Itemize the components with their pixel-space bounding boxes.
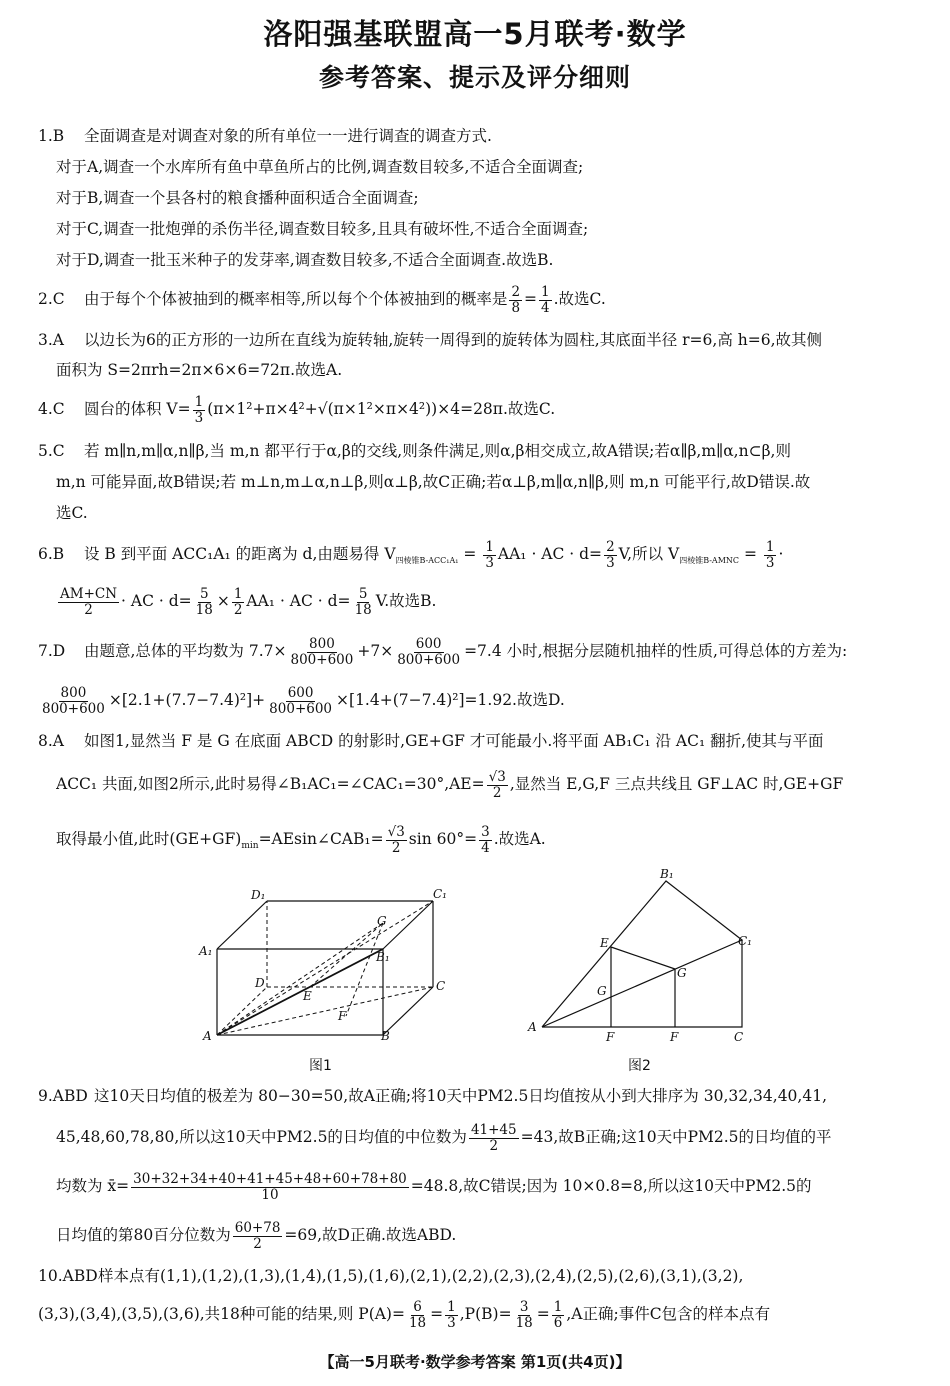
answer-5-line: 选C. <box>56 504 88 522</box>
label-E: E <box>303 989 312 1003</box>
answer-number: 3.A <box>38 331 64 349</box>
page-footer: 【高一5月联考·数学参考答案 第1页(共4页)】 <box>319 1353 631 1371</box>
edge <box>217 901 267 949</box>
label-F1: F <box>606 1030 615 1044</box>
fraction: $\frac{1}{4}$ <box>541 284 550 316</box>
edge <box>383 987 433 1035</box>
page-title: 洛阳强基联盟高一5月联考·数学 <box>263 17 687 51</box>
label-G: G <box>377 914 387 928</box>
answer-number: 2.C <box>38 290 65 308</box>
label-G1: G <box>597 984 607 998</box>
label-A1: A₁ <box>199 944 213 958</box>
answer-2: 2.C 由于每个个体被抽到的概率相等,所以每个个体被抽到的概率是 $\frac{2}{8}$ = $\frac{1}{4}$ .故选C. <box>38 284 606 316</box>
figure-1-caption: 图1 <box>309 1058 332 1074</box>
answer-1-line: 对于B,调查一个县各村的粮食播种面积适合全面调查; <box>56 189 419 207</box>
label-F: F <box>338 1009 347 1023</box>
answer-number: 8.A <box>38 732 64 750</box>
label-D1: D₁ <box>251 888 266 902</box>
page-subtitle: 参考答案、提示及评分细则 <box>318 63 631 92</box>
label-C1: C₁ <box>433 887 447 901</box>
fraction: $\frac{1}{3}$ <box>194 393 204 426</box>
answer-number: 4.C <box>38 400 65 418</box>
figure-1-cuboid <box>195 880 455 1045</box>
answer-9: 9.ABD 这10天日均值的极差为 80−30=50,故A正确;将10天中PM2.5日均值按从小到大排序为 30,32,34,40,41, <box>38 1087 827 1105</box>
answer-8-line: 取得最小值,此时$(GE+GF)_{min}=AEsin\angle CAB_1=$ $\frac{√3}{2}$ sin 60°= $\frac{3}{4}$ .故选A. <box>56 823 546 856</box>
label-C: C <box>436 979 446 993</box>
hidden-diagonal <box>217 901 433 1035</box>
label-E: E <box>600 936 609 950</box>
fraction: $\frac{2}{8}$ <box>511 284 521 316</box>
diagonal <box>217 949 383 1035</box>
figure-2-unfolded <box>520 865 765 1045</box>
answer-1-line: 对于C,调查一批炮弹的杀伤半径,调查数目较多,且具有破坏性,不适合全面调查; <box>56 220 589 238</box>
segment-eg <box>611 947 675 969</box>
label-C1: C₁ <box>738 934 752 948</box>
answer-1 <box>38 126 918 146</box>
answer-10-line: (3,3),(3,4),(3,5),(3,6),共18种可能的结果,则 P(A)= $\frac{6}{18}$ = $\frac{1}{3}$ ,P(B)= $\frac{3}{18}$ = $\frac{1}{6}$ ,A正确;事件C包含的样本点有 <box>38 1298 771 1331</box>
hidden-segment <box>346 923 383 1016</box>
answer-6-line: $\frac{AM+CN}{2}$ · AC · d= $\frac{5}{18}$ × $\frac{1}{2}$ AA₁ · AC · d= $\frac{5}{18}$ V.故选B. <box>60 585 437 618</box>
hidden-diagonal <box>217 987 433 1035</box>
answer-number: 5.C <box>38 442 65 460</box>
answer-number: 10.ABD <box>38 1267 98 1285</box>
triangle-ab1c1 <box>542 881 742 1027</box>
label-B1: B₁ <box>376 950 390 964</box>
answer-text: 由于每个个体被抽到的概率相等,所以每个个体被抽到的概率是 <box>84 290 508 308</box>
answer-1-line: 对于A,调查一个水库所有鱼中草鱼所占的比例,调查数目较多,不适合全面调查; <box>56 158 584 176</box>
label-A: A <box>203 1029 212 1043</box>
answer-5 <box>38 441 918 461</box>
answer-9-line: 45,48,60,78,80,所以这10天中PM2.5的日均值的中位数为 $\frac{41+45}{2}$ =43,故B正确;这10天中PM2.5的日均值的平 <box>56 1121 832 1154</box>
answer-8-line: ACC₁ 共面,如图2所示,此时易得∠B₁AC₁=∠CAC₁=30°,AE= $\frac{√3}{2}$ ,显然当 E,G,F 三点共线且 GF⊥AC 时,GE+GF <box>56 768 844 801</box>
answer-text: 若 m∥n,m∥α,n∥β,当 m,n 都平行于α,β的交线,则条件满足,则α,β相交成立,故A错误;若α∥β,m∥α,n⊂β,则 <box>84 442 791 460</box>
answer-3-line: 面积为 S=2πrh=2π×6×6=72π.故选A. <box>56 361 343 379</box>
hidden-segment <box>217 923 383 1035</box>
label-C: C <box>734 1030 744 1044</box>
answer-9-line: 均数为 x̄= $\frac{30+32+34+40+41+45+48+60+78+80}{10}$ =48.8,故C错误;因为 10×0.8=8,所以这10天中PM2.5的 <box>56 1170 812 1203</box>
label-B: B <box>381 1029 390 1043</box>
answer-7: 7.D 由题意,总体的平均数为 7.7× $\frac{800}{800+600}$ +7× $\frac{600}{800+600}$ =7.4 小时,根据分层随机抽样的性质,可得总体的方差为: <box>38 635 848 668</box>
answer-number: 7.D <box>38 642 66 660</box>
answer-7-line: $\frac{800}{800+600}$ ×[2.1+(7.7−7.4)²]+ $\frac{600}{800+600}$ ×[1.4+(7−7.4)²]=1.92.故选D. <box>42 684 565 717</box>
answer-text: 圆台的体积 V= <box>84 400 191 418</box>
label-B1: B₁ <box>660 867 674 881</box>
label-G2: G <box>677 966 687 980</box>
label-F2: F <box>670 1030 679 1044</box>
answer-4: 4.C 圆台的体积 V= $\frac{1}{3}$ (π×1²+π×4²+√(π×1²×π×4²))×4=28π.故选C. <box>38 393 556 426</box>
answer-9-line: 日均值的第80百分位数为 $\frac{60+78}{2}$ =69,故D正确.故选ABD. <box>56 1219 457 1252</box>
answer-number: 1.B <box>38 127 65 145</box>
answer-5-line: m,n 可能异面,故B错误;若 m⊥n,m⊥α,n⊥β,则α⊥β,故C正确;若α⊥β,m∥α,n∥β,则 m,n 可能平行,故D错误.故 <box>56 473 811 491</box>
edge <box>383 901 433 949</box>
answer-text: 以边长为6的正方形的一边所在直线为旋转轴,旋转一周得到的旋转体为圆柱,其底面半径 r=6,高 h=6,故其侧 <box>84 331 823 349</box>
label-A: A <box>528 1020 537 1034</box>
hidden-edge <box>217 987 267 1035</box>
answer-number: 6.B <box>38 545 65 563</box>
label-D: D <box>255 976 265 990</box>
answer-8: 8.A 如图1,显然当 F 是 G 在底面 ABCD 的射影时,GE+GF 才可能最小.将平面 AB₁C₁ 沿 AC₁ 翻折,使其与平面 <box>38 732 824 750</box>
answer-1-line: 对于D,调查一批玉米种子的发芽率,调查数目较多,不适合全面调查.故选B. <box>56 251 554 269</box>
answer-3 <box>38 330 918 350</box>
answer-text: 全面调查是对调查对象的所有单位一一进行调查的调查方式. <box>84 127 492 145</box>
answer-6: 6.B 设 B 到平面 ACC₁A₁ 的距离为 d,由题易得 $V_{四棱锥B-ACC_1A_1}$ = $\frac{1}{3}$ AA₁ · AC · d= $\frac{2}{3}$ V,所以 $V_{四棱锥B-AMNC}$ = $\frac{1}{3}$ · <box>38 538 784 571</box>
answer-10: 10.ABD样本点有(1,1),(1,2),(1,3),(1,4),(1,5),(1,6),(2,1),(2,2),(2,3),(2,4),(2,5),(2,6),(3,1),(3,2), <box>38 1267 744 1285</box>
answer-number: 9.ABD <box>38 1087 88 1105</box>
figure-2-caption: 图2 <box>628 1058 651 1074</box>
